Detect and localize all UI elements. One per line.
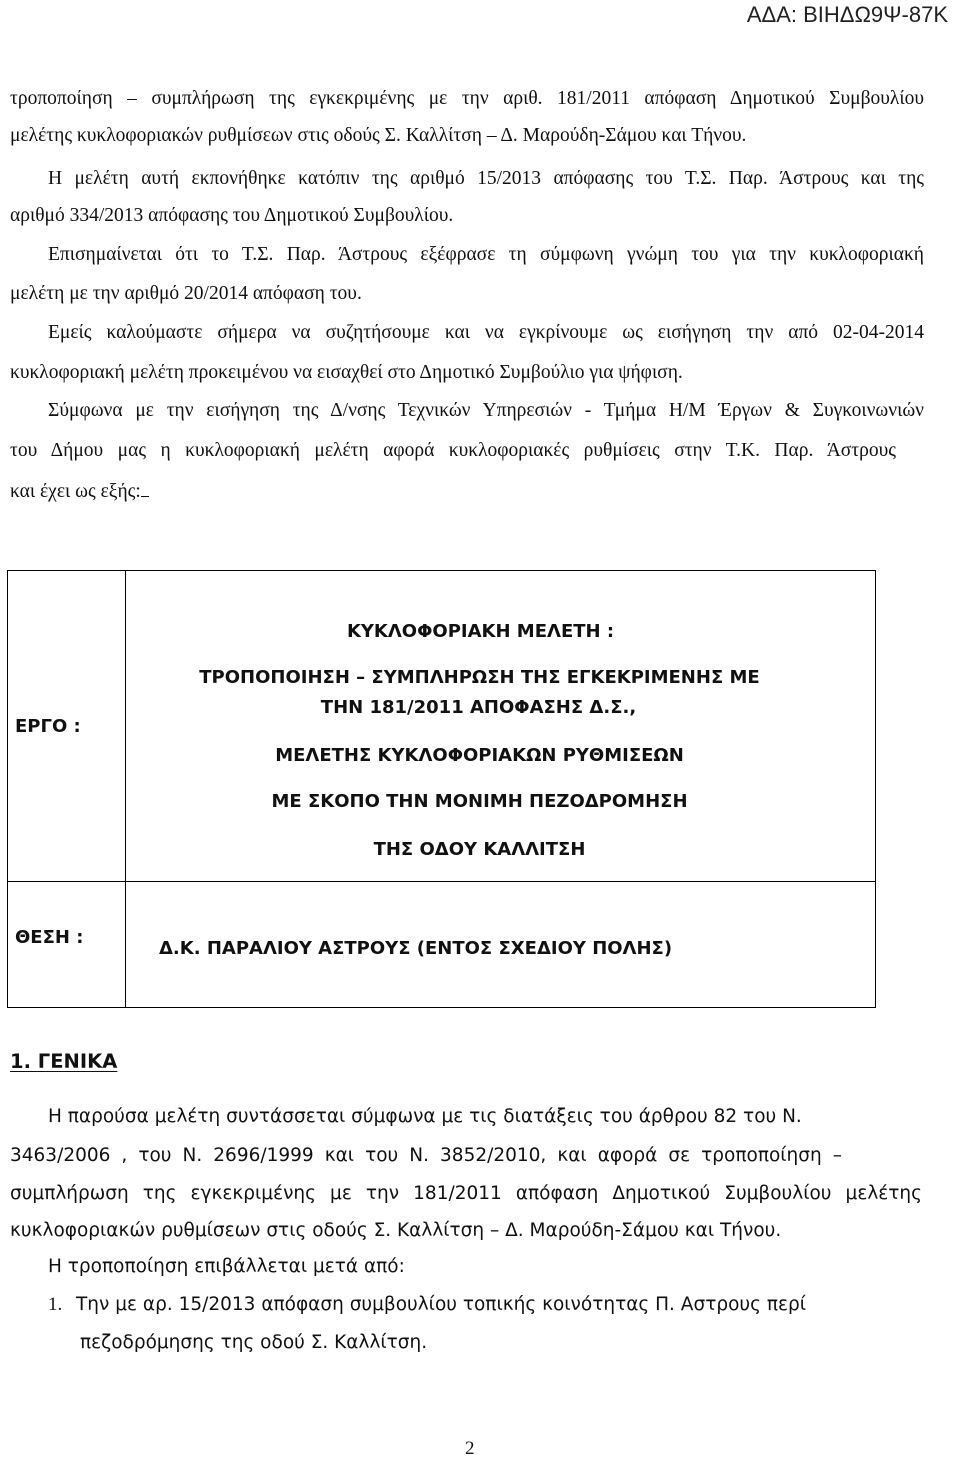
list-item-1-line-1: Την με αρ. 15/2013 απόφαση συμβουλίου τοπικής κοινότητας Π. Αστρους περί <box>76 1294 806 1315</box>
intro-line-10: του Δήμου μας η κυκλοφοριακή μελέτη αφορά κυκλοφοριακές ρυθμίσεις στην Τ.Κ. Παρ. Άστρους <box>10 440 896 461</box>
section-heading-general: 1. ΓΕΝΙΚΑ <box>10 1050 118 1073</box>
list-item-1-line-2: πεζοδρόμησης της οδού Σ. Καλλίτση. <box>80 1332 428 1353</box>
intro-line-11-text: και έχει ως εξής: <box>10 481 141 502</box>
thesi-label: ΘΕΣΗ : <box>8 882 126 1008</box>
ergo-line-1: ΤΡΟΠΟΠΟΙΗΣΗ – ΣΥΜΠΛΗΡΩΣΗ ΤΗΣ ΕΓΚΕΚΡΙΜΕΝΗΣ ΜΕ <box>199 667 760 688</box>
ergo-line-5: ΤΗΣ ΟΔΟΥ ΚΑΛΛΙΤΣΗ <box>373 839 586 860</box>
general-p2: Η τροποποίηση επιβάλλεται μετά από: <box>48 1256 405 1277</box>
general-p1-line-4: κυκλοφοριακών ρυθμίσεων στις οδούς Σ. Καλλίτση – Δ. Μαρούδη-Σάμου και Τήνου. <box>10 1220 782 1241</box>
list-item-1-number: 1. <box>48 1294 63 1315</box>
page-number: 2 <box>465 1438 475 1459</box>
thesi-row <box>8 882 876 1008</box>
intro-line-7: Εμείς καλούμαστε σήμερα να συζητήσουμε και να εγκρίνουμε ως εισήγηση την από 02-04-2014 <box>48 322 924 343</box>
intro-line-1: τροποποίηση – συμπλήρωση της εγκεκριμένης με την αριθ. 181/2011 απόφαση Δημοτικού Συμβουλίου <box>10 88 924 109</box>
thesi-content: Δ.Κ. ΠΑΡΑΛΙΟΥ ΑΣΤΡΟΥΣ (ΕΝΤΟΣ ΣΧΕΔΙΟΥ ΠΟΛΗΣ) <box>126 882 876 1008</box>
ergo-row <box>8 571 876 882</box>
ada-code: ΑΔΑ: ΒΙΗΔΩ9Ψ-87Κ <box>746 2 948 27</box>
intro-line-11 <box>10 480 149 503</box>
intro-line-2: μελέτης κυκλοφοριακών ρυθμίσεων στις οδούς Σ. Καλλίτση – Δ. Μαρούδη-Σάμου και Τήνου. <box>10 125 747 146</box>
intro-line-3: Η μελέτη αυτή εκπονήθηκε κατόπιν της αριθμό 15/2013 απόφασης του Τ.Σ. Παρ. Άστρους και της <box>48 168 924 189</box>
ergo-content <box>126 571 876 882</box>
project-info-box <box>7 570 876 1008</box>
ergo-line-3: ΜΕΛΕΤΗΣ ΚΥΚΛΟΦΟΡΙΑΚΩΝ ΡΥΘΜΙΣΕΩΝ <box>275 745 684 766</box>
intro-line-4: αριθμό 334/2013 απόφασης του Δημοτικού Συμβουλίου. <box>10 205 454 226</box>
general-p1-line-2: 3463/2006 , του Ν. 2696/1999 και του Ν. 3852/2010, και αφορά σε τροποποίηση – <box>10 1145 842 1166</box>
intro-line-8: κυκλοφοριακή μελέτη προκειμένου να εισαχθεί στο Δημοτικό Συμβούλιο για ψήφιση. <box>10 362 683 383</box>
general-p1-line-3: συμπλήρωση της εγκεκριμένης με την 181/2011 απόφαση Δημοτικού Συμβουλίου μελέτης <box>10 1183 922 1204</box>
intro-line-6: μελέτη με την αριθμό 20/2014 απόφαση του. <box>10 283 362 304</box>
intro-line-5: Επισημαίνεται ότι το Τ.Σ. Παρ. Άστρους εξέφρασε τη σύμφωνη γνώμη του για την κυκλοφοριακή <box>48 244 924 265</box>
intro-line-9: Σύμφωνα με την εισήγηση της Δ/νσης Τεχνικών Υπηρεσιών - Τμήμα Η/Μ Έργων & Συγκοινωνιών <box>48 400 924 421</box>
ergo-line-2: ΤΗΝ 181/2011 ΑΠΟΦΑΣΗΣ Δ.Σ., <box>320 697 637 718</box>
ergo-title: ΚΥΚΛΟΦΟΡΙΑΚΗ ΜΕΛΕΤΗ : <box>346 621 615 642</box>
ergo-line-4: ΜΕ ΣΚΟΠΟ ΤΗΝ ΜΟΝΙΜΗ ΠΕΖΟΔΡΟΜΗΣΗ <box>271 791 688 812</box>
ergo-label: ΕΡΓΟ : <box>8 571 126 882</box>
general-p1-line-1: Η παρούσα μελέτη συντάσσεται σύμφωνα με τις διατάξεις του άρθρου 82 του Ν. <box>48 1106 802 1127</box>
